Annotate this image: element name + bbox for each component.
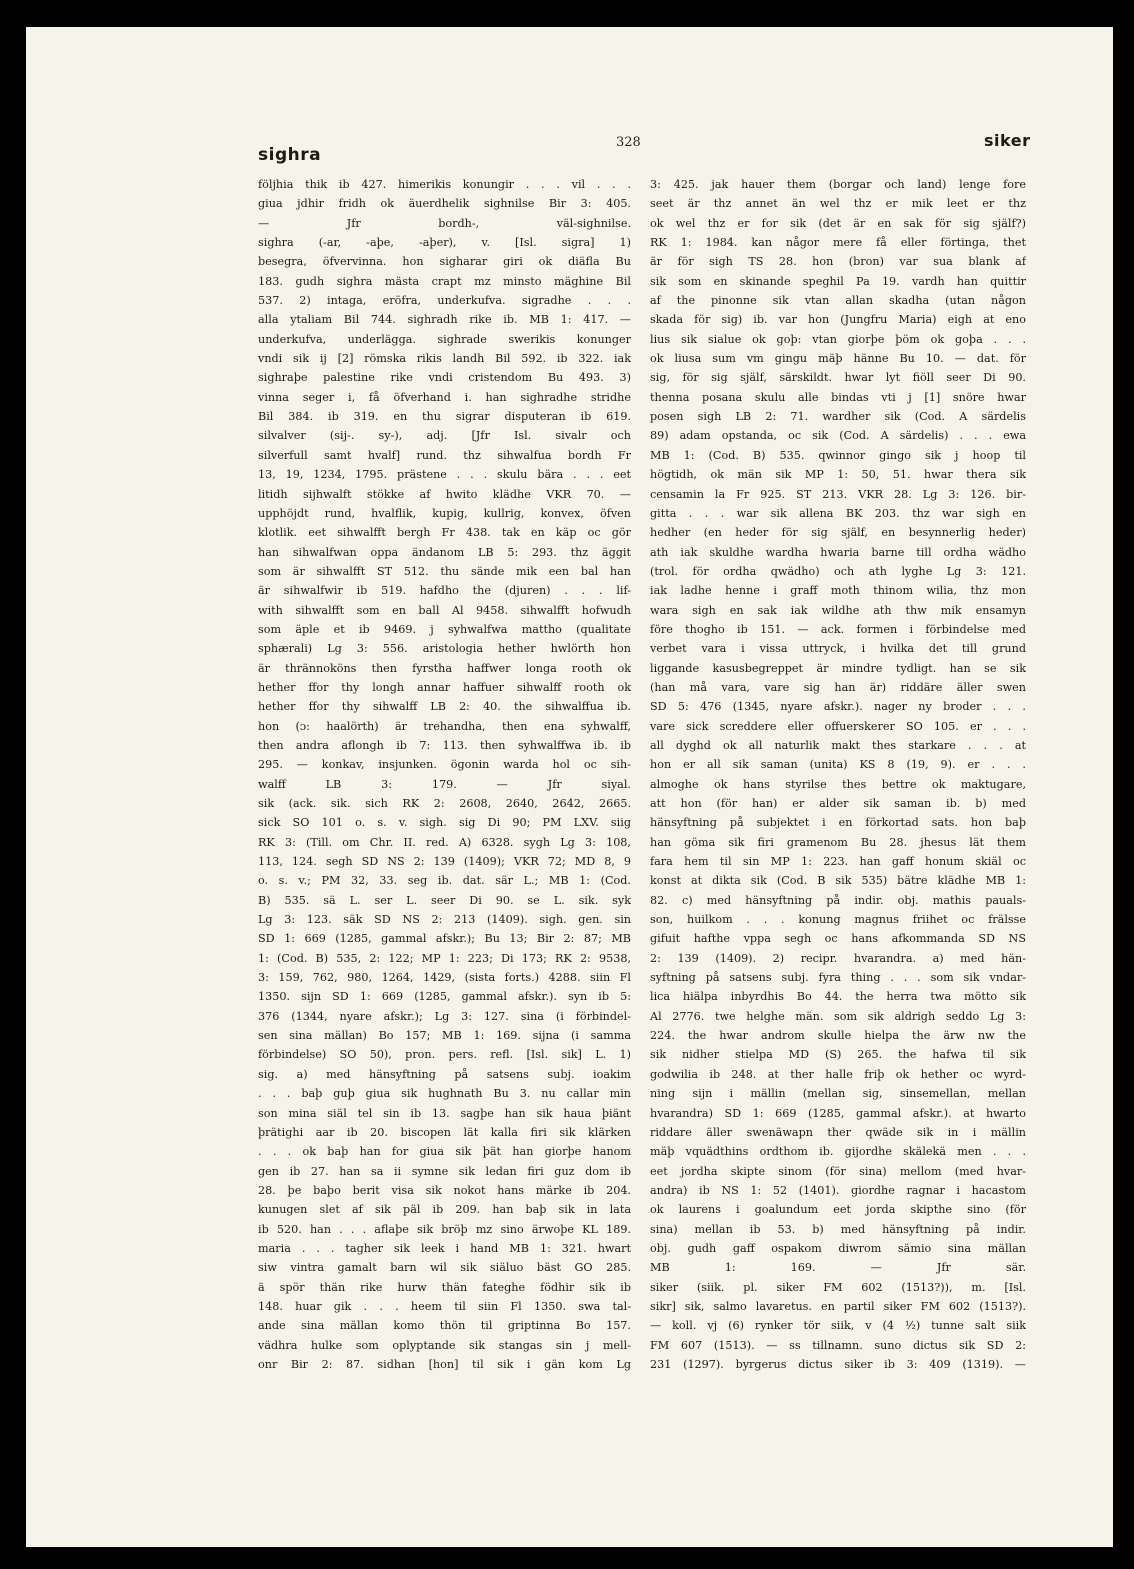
text-line: verbet vara i vissa uttryck, i hvilka det till grund [650,642,1026,656]
text-line: 82. c) med hänsyftning på indir. obj. mathis pauals- [650,893,1026,907]
text-line: han göma sik firi gramenom Bu 28. jhesus lät them [650,835,1026,849]
text-line: seet är thz annet än wel thz er mik leet er thz [650,197,1026,211]
text-line: liggande kasusbegreppet är mindre tydligt. han se sik [650,661,1026,675]
text-line: with sihwalfft som en ball Al 9458. sihwalfft hofwudh [258,603,631,617]
text-line: SD 1: 669 (1285, gammal afskr.); Bu 13; Bir 2: 87; MB [258,932,631,946]
text-line: onr Bir 2: 87. sidhan [hon] til sik i gän kom Lg [258,1357,631,1371]
text-line: maria . . . tagher sik leek i hand MB 1: 321. hwart [258,1241,631,1255]
text-line: alla ytaliam Bil 744. sighradh rike ib. MB 1: 417. — [258,313,631,327]
text-line: litidh sijhwalft stökke af hwito klädhe VKR 70. — [258,487,631,501]
text-line: konst at dikta sik (Cod. B sik 535) bätre klädhe MB 1: [650,874,1026,888]
text-line: wara sigh en sak iak wildhe ath thw mik ensamyn [650,603,1026,617]
text-line: 231 (1297). byrgerus dictus siker ib 3: 409 (1319). — [650,1357,1026,1371]
text-line: lius sik sialue ok goþ: vtan giorþe þöm ok goþa . . . [650,332,1026,346]
text-line: ib 520. han . . . aflaþe sik bröþ mz sino ärwoþe KL 189. [258,1222,631,1236]
text-line: godwilia ib 248. at ther halle friþ ok hether oc wyrd- [650,1067,1026,1081]
text-line: underkufva, underlägga. sighrade swerikis konunger [258,332,631,346]
text-line: andra) ib NS 1: 52 (1401). giordhe ragnar i hacastom [650,1183,1026,1197]
text-line: hvarandra) SD 1: 669 (1285, gammal afskr.). at hwarto [650,1106,1026,1120]
text-line: 1: (Cod. B) 535, 2: 122; MP 1: 223; Di 173; RK 2: 9538, [258,951,631,965]
text-line: censamin la Fr 925. ST 213. VKR 28. Lg 3: 126. bir- [650,487,1026,501]
text-line: lica hiälpa inbyrdhis Bo 44. the herra twa mötto sik [650,990,1026,1004]
text-line: upphöjdt rund, hvalflik, kupig, kullrig, konvex, öfven [258,506,631,520]
text-line: ath iak skuldhe wardha hwaria barne till ordha wädho [650,545,1026,559]
text-line: är thrännoköns then fyrstha haffwer longa rooth ok [258,661,631,675]
text-line: hedher (en heder för sig själf, en besynnerlig heder) [650,526,1026,540]
text-line: att hon (för han) er alder sik saman ib. b) med [650,797,1026,810]
text-line: 3: 425. jak hauer them (borgar och land) lenge fore [650,178,1026,191]
text-line: sen sina mällan) Bo 157; MB 1: 169. sijna (i samma [258,1029,631,1043]
text-line: — Jfr bordh-, väl-sighnilse. [258,216,631,230]
text-line: MB 1: 169. — Jfr sär. [650,1261,1026,1275]
text-line: iak ladhe henne i graff moth thinom wilia, thz mon [650,584,1026,598]
text-line: Lg 3: 123. säk SD NS 2: 213 (1409). sigh. gen. sin [258,913,631,927]
text-line: sikr] sik, salmo lavaretus. en partil siker FM 602 (1513?). [650,1299,1026,1313]
text-line: som äple et ib 9469. j syhwalfwa mattho (qualitate [258,622,631,636]
text-line: 2: 139 (1409). 2) recipr. hvarandra. a) med hän- [650,951,1026,965]
text-line: riddare äller swenäwapn ther qwäde sik in i mällin [650,1125,1026,1139]
text-line: silvalver (sij-. sy-), adj. [Jfr Isl. sivalr och [258,429,631,443]
text-line: klotlik. eet sihwalfft bergh Fr 438. tak en käp oc gör [258,526,631,540]
text-line: 224. the hwar androm skulle hielpa the ärw nw the [650,1029,1026,1043]
text-line: — koll. vj (6) rynker tör siik, v (4 ½) tunne salt siik [650,1319,1026,1333]
text-line: Bil 384. ib 319. en thu sigrar disputeran ib 619. [258,410,631,424]
text-line: 295. — konkav, insjunken. ögonin warda hol oc sih- [258,758,631,772]
text-line: vndi sik ij [2] römska rikis landh Bil 592. ib 322. iak [258,352,631,366]
text-line: hether ffor thy longh annar haffuer sihwalff rooth ok [258,680,631,694]
text-line: hon er all sik saman (unita) KS 8 (19, 9). er . . . [650,758,1026,772]
text-line: 376 (1344, nyare afskr.); Lg 3: 127. sina (i förbindel- [258,1009,631,1023]
text-line: sina) mellan ib 53. b) med hänsyftning på indir. [650,1222,1026,1236]
text-line: vinna seger i, få öfverhand i. han sighradhe stridhe [258,390,631,404]
running-head-right: siker [984,131,1031,150]
text-line: FM 607 (1513). — ss tillnamn. suno dictus sik SD 2: [650,1338,1026,1352]
text-line: sik som en skinande speghil Pa 19. vardh han quittir [650,274,1026,288]
text-line: 28. þe baþo berit visa sik nokot hans märke ib 204. [258,1183,631,1197]
text-line: hether ffor thy sihwalff LB 2: 40. the sihwalffua ib. [258,700,631,714]
text-line: (han må vara, vare sig han är) riddäre äller swen [650,680,1026,694]
text-line: . . . baþ guþ giua sik hughnath Bu 3. nu callar min [258,1087,631,1101]
text-line: . . . ok baþ han for giua sik þät han giorþe hanom [258,1145,631,1159]
text-line: thenna posana skulu alle bindas vti j [1] snöre hwar [650,390,1026,404]
text-line: son mina siäl tel sin ib 13. sagþe han sik haua þiänt [258,1106,631,1120]
text-line: SD 5: 476 (1345, nyare afskr.). nager ny broder . . . [650,700,1026,714]
text-line: förbindelse) SO 50), pron. pers. refl. [Isl. sik] L. 1) [258,1048,631,1062]
text-line: Al 2776. twe helghe män. som sik aldrigh seddo Lg 3: [650,1009,1026,1023]
text-line: 113, 124. segh SD NS 2: 139 (1409); VKR 72; MD 8, 9 [258,855,631,869]
text-line: han sihwalfwan oppa ändanom LB 5: 293. thz äggit [258,545,631,559]
dictionary-page [26,27,1113,1547]
text-line: RK 1: 1984. kan någor mere få eller förtinga, thet [650,236,1026,250]
text-line: son, huilkom . . . konung magnus friihet oc frälsse [650,913,1026,927]
text-line: som är sihwalfft ST 512. thu sände mik een bal han [258,564,631,578]
text-line: RK 3: (Till. om Chr. II. red. A) 6328. sygh Lg 3: 108, [258,835,631,849]
text-line: följhia thik ib 427. himerikis konungir . . . vil . . . [258,178,631,191]
text-line: þrätighi aar ib 20. biscopen lät kalla firi sik klärken [258,1125,631,1139]
text-line: eet jordha skipte sinom (för sina) mellom (med hvar- [650,1164,1026,1178]
text-line: sig, för sig själf, särskildt. hwar lyt fiöll seer Di 90. [650,371,1026,385]
right-column [650,175,1026,1374]
text-line: ä spör thän rike hurw thän fateghe födhir sik ib [258,1280,631,1294]
text-line: är för sigh TS 28. hon (bron) var sua blank af [650,255,1026,269]
text-line: all dyghd ok all naturlik makt thes starkare . . . at [650,738,1026,752]
page-number: 328 [616,135,641,150]
text-line: 3: 159, 762, 980, 1264, 1429, (sista forts.) 4288. siin Fl [258,971,631,985]
text-line: obj. gudh gaff ospakom diwrom sämio sina mällan [650,1241,1026,1255]
text-line: 183. gudh sighra mästa crapt mz minsto mäghine Bil [258,274,631,288]
text-line: gitta . . . war sik allena BK 203. thz war sigh en [650,506,1026,520]
text-line: sik nidher stielpa MD (S) 265. the hafwa til sik [650,1048,1026,1062]
text-line: B) 535. sä L. ser L. seer Di 90. se L. sik. syk [258,893,631,907]
running-head-left: sighra [258,145,322,165]
text-line: sighraþe palestine rike vndi cristendom Bu 493. 3) [258,371,631,385]
text-line: sig. a) med hänsyftning på satsens subj. ioakim [258,1067,631,1081]
text-line: före thogho ib 151. — ack. formen i förbindelse med [650,622,1026,636]
text-line: besegra, öfvervinna. hon sigharar giri ok diäfla Bu [258,255,631,269]
text-line: vare sick screddere eller offuerskerer SO 105. er . . . [650,719,1026,733]
text-line: af the pinonne sik vtan allan skadha (utan någon [650,294,1026,308]
text-line: mäþ vquädthins ordthom ib. gijordhe skälekä men . . . [650,1145,1026,1159]
text-line: ok wel thz er for sik (det är en sak för sig själf?) [650,216,1026,230]
text-line: 537. 2) intaga, eröfra, underkufva. sigradhe . . . [258,294,631,308]
text-line: walff LB 3: 179. — Jfr siyal. [258,777,631,791]
text-line: skada för sig) ib. var hon (Jungfru Maria) eigh at eno [650,313,1026,327]
left-column [258,175,631,1374]
text-line: syftning på satsens subj. fyra thing . . . som sik vndar- [650,971,1026,985]
text-line: MB 1: (Cod. B) 535. qwinnor gingo sik j hoop til [650,448,1026,462]
text-line: ande sina mällan komo thön til griptinna Bo 157. [258,1319,631,1333]
text-line: sphærali) Lg 3: 556. aristologia hether hwlörth hon [258,642,631,656]
text-line: (trol. för ordha qwädho) och ath lyghe Lg 3: 121. [650,564,1026,578]
text-line: hon (ɔ: haalörth) är trehandha, then ena syhwalff, [258,719,631,733]
text-line: then andra aflongh ib 7: 113. then syhwalffwa ib. ib [258,738,631,752]
page-header [26,27,1113,177]
text-line: gifuit hafthe vppa segh oc hans afkommanda SD NS [650,932,1026,946]
text-line: sighra (-ar, -aþe, -aþer), v. [Isl. sigra] 1) [258,236,631,250]
text-line: siker (siik. pl. siker FM 602 (1513?)), m. [Isl. [650,1280,1026,1294]
text-line: är sihwalfwir ib 519. hafdho the (djuren) . . . lif- [258,584,631,598]
text-line: hänsyftning på subjektet i en förkortad sats. hon baþ [650,816,1026,830]
text-line: 13, 19, 1234, 1795. prästene . . . skulu bära . . . eet [258,468,631,482]
text-line: almoghe ok hans styrilse thes bettre ok maktugare, [650,777,1026,791]
text-line: 89) adam opstanda, oc sik (Cod. A särdelis) . . . ewa [650,429,1026,443]
text-line: högtidh, ok män sik MP 1: 50, 51. hwar thera sik [650,468,1026,482]
text-line: fara hem til sin MP 1: 223. han gaff honum skiäl oc [650,855,1026,869]
text-line: 148. huar gik . . . heem til siin Fl 1350. swa tal- [258,1299,631,1313]
text-line: siw vintra gamalt barn wil sik siäluo bäst GO 285. [258,1261,631,1275]
text-line: gen ib 27. han sa ii symne sik ledan firi guz dom ib [258,1164,631,1178]
text-line: silverfull samt hvalf] rund. thz sihwalfua bordh Fr [258,448,631,462]
text-line: o. s. v.; PM 32, 33. seg ib. dat. sär L.; MB 1: (Cod. [258,874,631,888]
text-line: 1350. sijn SD 1: 669 (1285, gammal afskr.). syn ib 5: [258,990,631,1004]
text-line: sick SO 101 o. s. v. sigh. sig Di 90; PM LXV. siig [258,816,631,830]
text-line: posen sigh LB 2: 71. wardher sik (Cod. A särdelis [650,410,1026,424]
text-line: giua jdhir fridh ok äuerdhelik sighnilse Bir 3: 405. [258,197,631,211]
text-line: sik (ack. sik. sich RK 2: 2608, 2640, 2642, 2665. [258,797,631,810]
text-line: ok liusa sum vm gingu mäþ hänne Bu 10. — dat. för [650,352,1026,366]
text-line: kunugen slet af sik päl ib 209. han baþ sik in lata [258,1203,631,1217]
text-line: vädhra hulke som oplyptande sik stangas sin j mell- [258,1338,631,1352]
text-line: ning sijn i mällin (mellan sig, sinsemellan, mellan [650,1087,1026,1101]
text-line: ok laurens i goalundum eet jorda skipthe sino (för [650,1203,1026,1217]
